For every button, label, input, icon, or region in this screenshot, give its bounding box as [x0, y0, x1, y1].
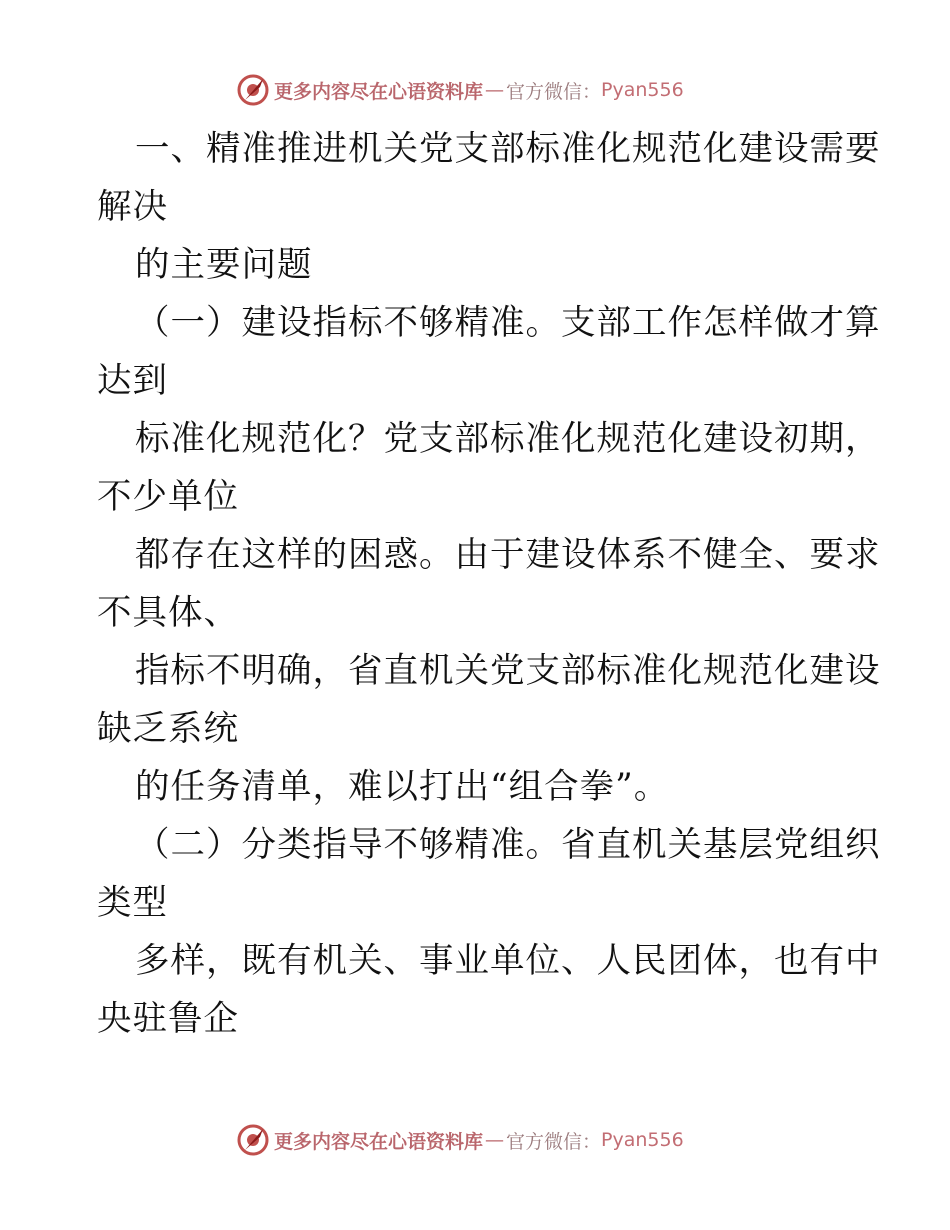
text-line: 缺乏系统: [97, 709, 239, 749]
text-line: （一）建设指标不够精准。支部工作怎样做才算: [135, 303, 881, 343]
text-line: 类型: [97, 883, 168, 923]
watermark-title: 更多内容尽在心语资料库: [274, 80, 484, 103]
text-line: 的任务清单，难以打出“组合拳”。: [135, 767, 670, 807]
watermark-id: Pyan556: [601, 1129, 684, 1151]
text-line: 多样，既有机关、事业单位、人民团体，也有中: [135, 941, 881, 981]
watermark-dash: —: [485, 1129, 505, 1151]
quill-logo-icon: [236, 1123, 270, 1157]
text-line: 标准化规范化？党支部标准化规范化建设初期，: [135, 419, 881, 459]
text-line: （二）分类指导不够精准。省直机关基层党组织: [135, 825, 881, 865]
text-line: 的主要问题: [135, 245, 313, 285]
text-line: 达到: [97, 361, 168, 401]
header-watermark: [236, 72, 684, 108]
watermark-title: 更多内容尽在心语资料库: [274, 1130, 484, 1153]
text-line: 指标不明确，省直机关党支部标准化规范化建设: [135, 651, 881, 691]
watermark-label: 官方微信：: [506, 1130, 602, 1153]
watermark-id: Pyan556: [601, 79, 684, 101]
text-line: 央驻鲁企: [97, 999, 239, 1039]
footer-watermark: [236, 1122, 684, 1158]
text-line: 不少单位: [97, 477, 239, 517]
watermark-label: 官方微信：: [506, 80, 602, 103]
text-line: 一、精准推进机关党支部标准化规范化建设需要: [135, 129, 881, 169]
text-line: 都存在这样的困惑。由于建设体系不健全、要求: [135, 535, 881, 575]
quill-logo-icon: [236, 73, 270, 107]
text-line: 不具体、: [97, 593, 239, 633]
watermark-dash: —: [485, 79, 505, 101]
text-line: 解决: [97, 187, 168, 227]
